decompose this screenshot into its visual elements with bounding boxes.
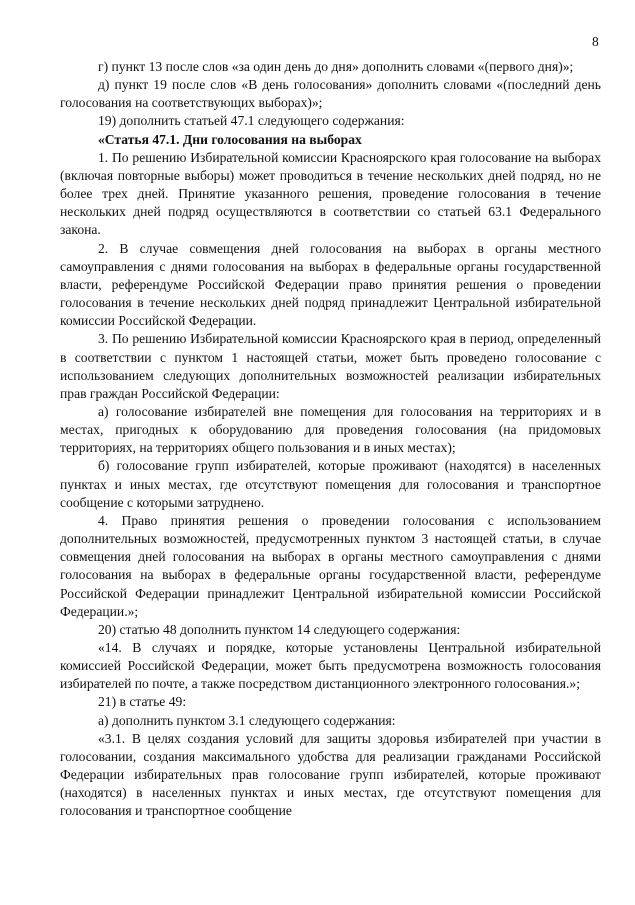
article-clause-4: 4. Право принятия решения о проведении голосования с использованием дополнительных возможностей, предусмотренных пунктом 3 настоящей статьи, в случае совмещения дней голосования на выборах в органы местного самоуправления с днями голосования на выборах в федеральные органы государственной власти, референдуме Российской Федерации принадлежит Центральной избирательной комиссии Российской Федерации.»;: [60, 512, 601, 619]
article-clause-1: 1. По решению Избирательной комиссии Красноярского края голосование на выборах (включая повторные выборы) может проводиться в течение нескольких дней подряд, но не более трех дней. Принятие указанного решения, проведение голосования в течение нескольких дней подряд осуществляются в соответствии со статьей 63.1 Федерального закона.: [60, 149, 601, 238]
document-body: [60, 58, 601, 821]
article-clause-2: 2. В случае совмещения дней голосования на выборах в органы местного самоуправления с днями голосования на выборах в федеральные органы государственной власти, референдуме Российской Федерации право принятия решения о проведении голосования в течение нескольких дней подряд принадлежит Центральной избирательной комиссии Российской Федерации.: [60, 240, 601, 329]
article-clause-3-b: б) голосование групп избирателей, которые проживают (находятся) в населенных пунктах и иных местах, где отсутствуют помещения для голосования и транспортное сообщение с которыми затруднено.: [60, 458, 601, 510]
paragraph-item-19: 19) дополнить статьей 47.1 следующего содержания:: [98, 113, 405, 129]
paragraph-item-20: 20) статью 48 дополнить пунктом 14 следующего содержания:: [98, 621, 461, 637]
paragraph-item-g: г) пункт 13 после слов «за один день до дня» дополнить словами «(первого дня)»;: [98, 59, 574, 74]
article-heading: «Статья 47.1. Дни голосования на выборах: [98, 131, 362, 147]
clause-14: «14. В случаях и порядке, которые установлены Центральной избирательной комиссией Российской Федерации, может быть предусмотрена возможность голосования избирателей по почте, а также посредством дистанционного электронного голосования.»;: [60, 640, 601, 692]
paragraph-item-21-a: а) дополнить пунктом 3.1 следующего содержания:: [98, 712, 396, 728]
article-clause-3-a: а) голосование избирателей вне помещения для голосования на территориях и в местах, пригодных к оборудованию для проведения голосования (на придомовых территориях, на территориях общего пользования и в иных местах);: [60, 403, 601, 456]
clause-3-1: «3.1. В целях создания условий для защиты здоровья избирателей при участии в голосовании, создания максимального удобства для реализации гражданами Российской Федерации избирательных прав голосование групп избирателей, которые проживают (находятся) в населенных пунктах и иных местах, где отсутствуют помещения для голосования и транспортное сообщение: [60, 730, 601, 819]
paragraph-item-d: д) пункт 19 после слов «В день голосования» дополнить словами «(последний день голосования на соответствующих выборах)»;: [60, 77, 601, 111]
article-clause-3: 3. По решению Избирательной комиссии Красноярского края в период, определенный в соответствии с пунктом 1 настоящей статьи, может быть проведено голосование с использованием следующих дополнительных возможностей реализации избирательных прав граждан Российской Федерации:: [60, 331, 601, 401]
paragraph-item-21: 21) в статье 49:: [98, 694, 187, 710]
page-number: 8: [592, 34, 599, 49]
